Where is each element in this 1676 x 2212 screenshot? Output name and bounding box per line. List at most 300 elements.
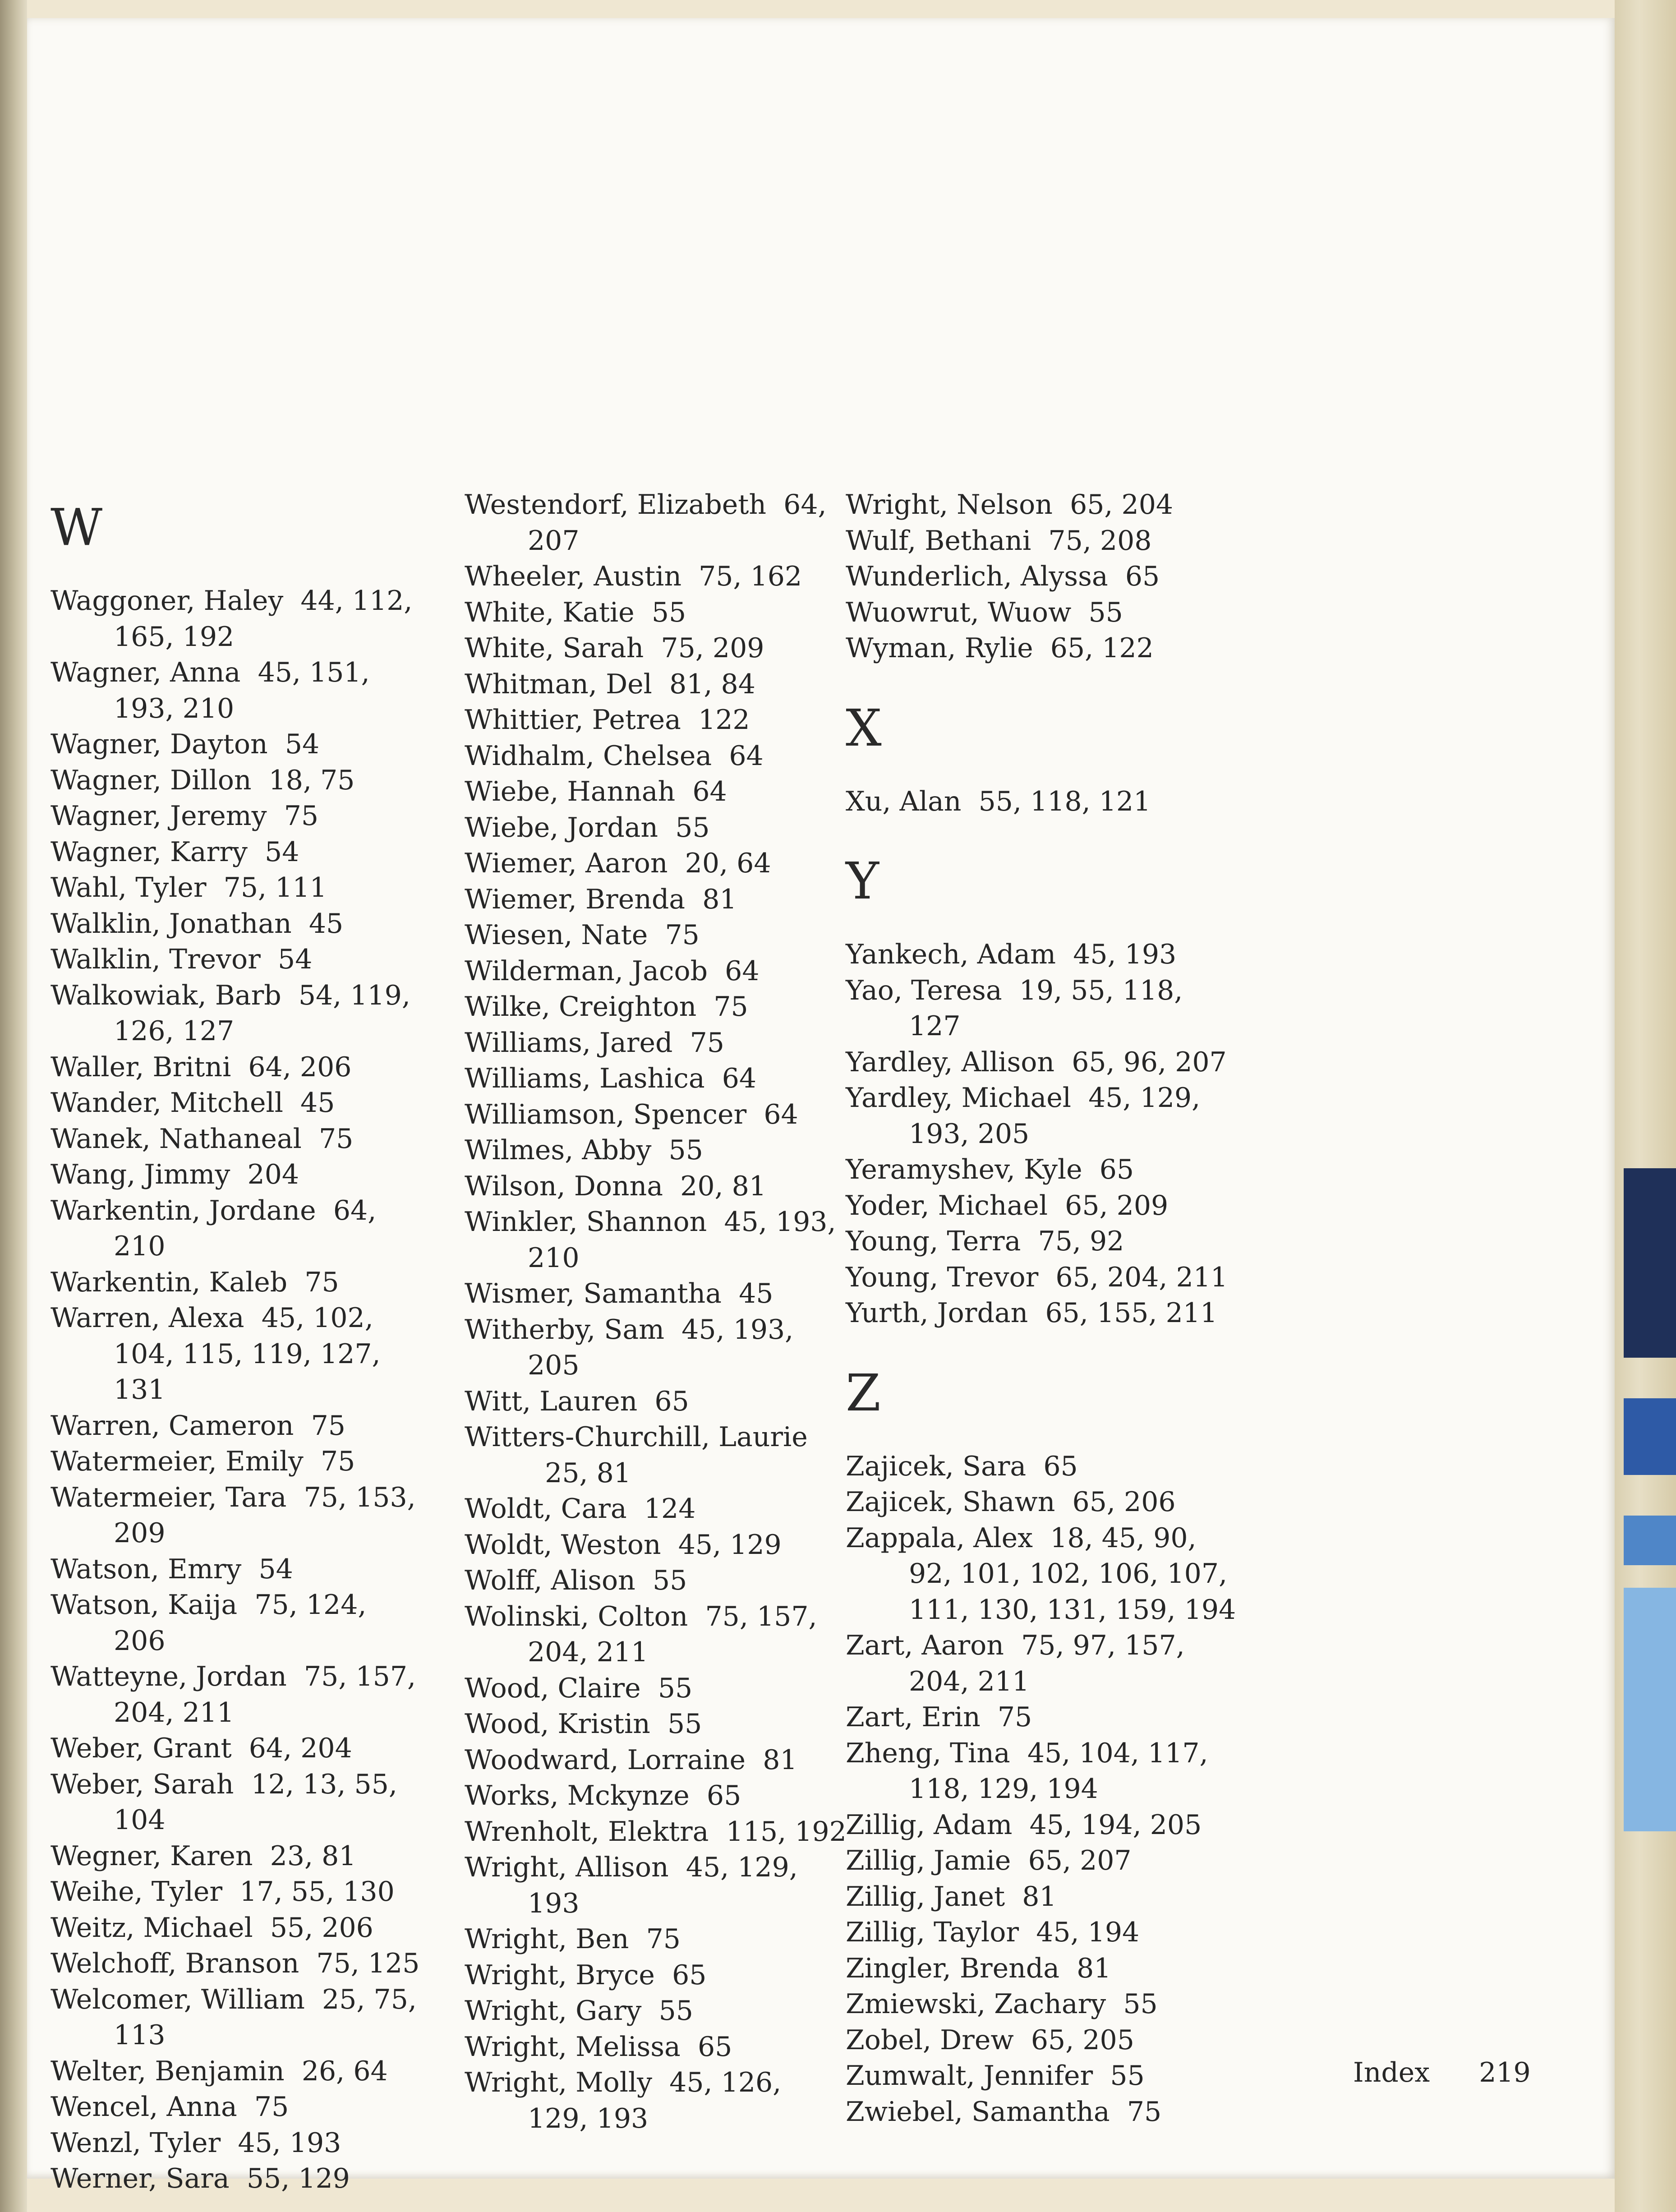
entry-pages: 54	[265, 836, 299, 868]
index-entry	[846, 1700, 1238, 1736]
entry-pages: 64, 204	[249, 1733, 352, 1764]
index-entry	[51, 798, 425, 834]
index-entry	[51, 727, 425, 763]
entry-name: Warren, Cameron	[51, 1410, 294, 1442]
index-entry	[465, 1025, 848, 1061]
entry-pages: 20, 81	[680, 1170, 766, 1202]
entry-name: Williams, Jared	[465, 1027, 673, 1059]
entry-name: Wolff, Alison	[465, 1565, 635, 1596]
entry-name: Welcomer, William	[51, 1983, 305, 2015]
index-entry	[846, 784, 1238, 820]
index-entry	[846, 1260, 1238, 1296]
section-letter-y: Y	[846, 852, 879, 911]
entry-name: Wang, Jimmy	[51, 1159, 230, 1190]
entry-pages: 45, 104, 117, 118, 129, 194	[909, 1737, 1208, 1805]
index-column-1	[51, 494, 425, 2197]
index-entry	[51, 2054, 425, 2090]
index-entry	[846, 2094, 1238, 2130]
entry-name: Wegner, Karen	[51, 1840, 253, 1872]
entry-name: Zart, Aaron	[846, 1630, 1004, 1661]
entry-pages: 45, 193	[1073, 939, 1177, 970]
entry-pages: 19, 55, 118, 127	[909, 974, 1183, 1042]
index-entry	[846, 1843, 1238, 1879]
index-entry	[51, 1193, 425, 1265]
index-entry	[465, 738, 848, 774]
index-entry	[846, 937, 1238, 973]
index-entry	[465, 954, 848, 990]
entry-name: Yankech, Adam	[846, 939, 1056, 970]
entry-pages: 45, 151, 193, 210	[114, 657, 370, 724]
section-letter-w: W	[51, 498, 103, 557]
index-entry	[846, 487, 1238, 523]
entry-name: Wright, Molly	[465, 2067, 652, 2098]
entry-name: Wuowrut, Wuow	[846, 596, 1072, 628]
index-entry	[51, 1552, 425, 1588]
entry-name: Young, Terra	[846, 1226, 1021, 1257]
entry-name: Wilke, Creighton	[465, 991, 697, 1023]
entry-pages: 45, 102, 104, 115, 119, 127, 131	[114, 1302, 381, 1406]
entry-name: Woodward, Lorraine	[465, 1744, 746, 1776]
entry-pages: 75	[311, 1410, 345, 1442]
entry-name: Wright, Bryce	[465, 1959, 655, 1991]
entry-name: Wiemer, Brenda	[465, 883, 686, 915]
index-entry	[51, 1265, 425, 1301]
entry-name: Wahl, Tyler	[51, 872, 207, 903]
entry-pages: 65, 206	[1072, 1486, 1176, 1518]
entry-name: White, Sarah	[465, 632, 644, 664]
index-entry	[51, 1946, 425, 1982]
entry-pages: 75, 208	[1048, 525, 1152, 557]
entry-pages: 124	[644, 1493, 696, 1525]
entry-name: Yao, Teresa	[846, 974, 1002, 1006]
index-column-2	[465, 487, 848, 2137]
index-entry	[465, 2065, 848, 2137]
index-entry	[846, 1080, 1238, 1152]
index-entry	[465, 1419, 848, 1491]
entry-pages: 12, 13, 55, 104	[114, 1768, 397, 1836]
index-entry	[465, 1958, 848, 1994]
entry-pages: 75, 92	[1038, 1226, 1124, 1257]
index-entry	[465, 702, 848, 738]
entry-pages: 55	[658, 1672, 693, 1704]
entry-pages: 64, 207	[528, 489, 827, 557]
index-entry	[465, 1671, 848, 1707]
entry-name: Whittier, Petrea	[465, 704, 681, 736]
index-entry	[846, 1152, 1238, 1188]
entry-pages: 75	[997, 1701, 1032, 1733]
index-entry	[846, 1045, 1238, 1081]
entry-name: Watteyne, Jordan	[51, 1661, 287, 1692]
entry-name: Zobel, Drew	[846, 2024, 1014, 2056]
entry-name: Witters-Churchill, Laurie	[465, 1421, 808, 1453]
cover-stripe-navy	[1624, 1168, 1676, 1358]
index-entry	[465, 810, 848, 846]
index-entry	[465, 989, 848, 1025]
entry-pages: 75, 157, 204, 211	[114, 1661, 416, 1728]
entry-name: Wright, Gary	[465, 1995, 642, 2027]
index-entry	[51, 1085, 425, 1121]
index-entry	[846, 1879, 1238, 1915]
entry-pages: 26, 64	[301, 2055, 388, 2087]
index-entry	[51, 1874, 425, 1910]
index-entry	[465, 1993, 848, 2029]
entry-name: Watermeier, Tara	[51, 1481, 287, 1513]
index-entry	[846, 595, 1238, 631]
entry-pages: 65	[706, 1780, 741, 1811]
index-entry	[51, 1731, 425, 1767]
index-entry	[51, 1121, 425, 1157]
entry-name: Weber, Grant	[51, 1733, 232, 1764]
index-column-3	[846, 487, 1238, 2130]
index-entry	[846, 631, 1238, 667]
entry-pages: 23, 81	[270, 1840, 356, 1872]
entry-name: Zingler, Brenda	[846, 1952, 1059, 1984]
index-entry	[465, 882, 848, 918]
entry-pages: 45, 193, 205	[528, 1313, 794, 1381]
index-entry	[465, 1599, 848, 1671]
entry-pages: 75, 157, 204, 211	[528, 1600, 817, 1668]
entry-pages: 75	[646, 1923, 681, 1955]
entry-pages: 25, 75, 113	[114, 1983, 417, 2051]
index-entry	[465, 1061, 848, 1097]
index-entry	[465, 487, 848, 559]
entry-pages: 55	[675, 811, 710, 843]
entry-pages: 54	[278, 944, 313, 975]
index-entry	[846, 1736, 1238, 1807]
entry-name: Wilmes, Abby	[465, 1134, 652, 1166]
entry-name: Wrenholt, Elektra	[465, 1816, 709, 1848]
entry-pages: 75, 124, 206	[114, 1589, 367, 1657]
entry-name: Zajicek, Shawn	[846, 1486, 1055, 1518]
entry-name: Wismer, Samantha	[465, 1278, 722, 1309]
page-footer	[1353, 2057, 1533, 2088]
index-entry	[846, 1484, 1238, 1521]
cover-stripe-mid-blue	[1624, 1516, 1676, 1565]
index-entry	[846, 523, 1238, 559]
entry-name: Watermeier, Emily	[51, 1446, 304, 1477]
entry-name: Waller, Britni	[51, 1051, 231, 1083]
entry-name: Welchoff, Branson	[51, 1948, 299, 1979]
entry-name: Wood, Claire	[465, 1672, 641, 1704]
entry-pages: 75, 209	[661, 632, 764, 664]
entry-name: Zart, Erin	[846, 1701, 981, 1733]
entry-name: Walkowiak, Barb	[51, 979, 281, 1011]
entry-pages: 65	[1125, 561, 1160, 592]
entry-name: Wiebe, Jordan	[465, 811, 658, 843]
entry-pages: 65	[672, 1959, 707, 1991]
entry-pages: 65, 209	[1065, 1189, 1169, 1221]
index-entry	[51, 1408, 425, 1444]
index-entry	[465, 1742, 848, 1779]
index-entry	[465, 1706, 848, 1742]
entry-name: Walklin, Jonathan	[51, 908, 292, 940]
entry-pages: 65	[654, 1385, 689, 1417]
entry-pages: 75, 97, 157, 204, 211	[909, 1630, 1185, 1697]
entry-pages: 75, 111	[223, 872, 327, 903]
book-cover-edge	[1615, 0, 1676, 2212]
entry-pages: 64	[692, 776, 727, 807]
entry-name: Zmiewski, Zachary	[846, 1988, 1106, 2020]
entry-name: Wencel, Anna	[51, 2091, 237, 2123]
index-entry	[465, 1850, 848, 1922]
index-entry	[51, 1659, 425, 1731]
index-entry	[846, 1521, 1238, 1628]
entry-name: Zappala, Alex	[846, 1522, 1033, 1554]
entry-pages: 55, 129	[246, 2163, 350, 2194]
entry-pages: 55, 118, 121	[978, 785, 1151, 817]
entry-name: Witt, Lauren	[465, 1385, 638, 1417]
entry-name: Wood, Kristin	[465, 1708, 650, 1740]
entry-pages: 75	[321, 1446, 355, 1477]
index-entry	[51, 942, 425, 978]
entry-name: Winkler, Shannon	[465, 1206, 707, 1238]
entry-name: Zheng, Tina	[846, 1737, 1010, 1769]
entry-name: Weihe, Tyler	[51, 1876, 223, 1908]
entry-name: Wiebe, Hannah	[465, 776, 676, 807]
index-entry	[846, 973, 1238, 1045]
entry-pages: 65, 204, 211	[1055, 1261, 1228, 1293]
entry-name: Yoder, Michael	[846, 1189, 1048, 1221]
index-entry	[465, 1491, 848, 1527]
entry-pages: 55	[1088, 596, 1123, 628]
index-entry	[465, 1169, 848, 1205]
entry-name: Warkentin, Kaleb	[51, 1266, 288, 1298]
entry-pages: 75	[1127, 2096, 1162, 2128]
footer-section-label: Index	[1353, 2057, 1430, 2088]
entry-name: Waggoner, Haley	[51, 585, 284, 617]
entry-name: Wanek, Nathaneal	[51, 1123, 302, 1155]
entry-pages: 45, 194	[1036, 1917, 1140, 1948]
entry-name: Yurth, Jordan	[846, 1297, 1028, 1329]
entry-name: Wulf, Bethani	[846, 525, 1031, 557]
entry-name: Weitz, Michael	[51, 1912, 253, 1944]
index-entry	[51, 763, 425, 799]
index-entry	[465, 917, 848, 954]
entry-name: Williamson, Spencer	[465, 1098, 747, 1130]
entry-pages: 75	[690, 1027, 724, 1059]
entry-name: Wagner, Dillon	[51, 764, 252, 796]
entry-pages: 45, 194, 205	[1029, 1809, 1202, 1841]
entry-name: Zillig, Taylor	[846, 1917, 1019, 1948]
entry-pages: 45, 129, 193, 205	[909, 1082, 1201, 1150]
entry-pages: 65	[697, 2031, 732, 2063]
entry-pages: 54	[285, 728, 320, 760]
index-entry	[465, 1778, 848, 1814]
index-entry	[51, 1982, 425, 2054]
index-entry	[51, 1300, 425, 1408]
entry-pages: 75	[304, 1266, 339, 1298]
index-entry	[846, 1188, 1238, 1224]
entry-name: Wunderlich, Alyssa	[846, 561, 1108, 592]
entry-pages: 75	[284, 800, 319, 832]
entry-pages: 81, 84	[669, 668, 755, 700]
index-entry	[465, 1384, 848, 1420]
entry-name: Wolinski, Colton	[465, 1600, 688, 1632]
entry-name: Whitman, Del	[465, 668, 652, 700]
entry-name: Yeramyshev, Kyle	[846, 1154, 1082, 1185]
index-entry	[465, 667, 848, 703]
index-entry	[51, 1767, 425, 1839]
index-entry	[846, 1449, 1238, 1485]
cover-stripe-light-blue	[1624, 1588, 1676, 1831]
index-entry	[465, 1204, 848, 1276]
index-entry	[51, 834, 425, 871]
entry-pages: 55	[651, 596, 686, 628]
entry-name: Wheeler, Austin	[465, 561, 681, 592]
entry-pages: 75, 125	[316, 1948, 420, 1979]
entry-pages: 65, 204	[1070, 489, 1174, 521]
entry-name: Wiesen, Nate	[465, 919, 648, 951]
entry-name: Wright, Ben	[465, 1923, 629, 1955]
entry-pages: 65	[1043, 1450, 1078, 1482]
index-entry	[846, 1628, 1238, 1700]
entry-name: Woldt, Cara	[465, 1493, 627, 1525]
entry-pages: 55, 206	[270, 1912, 373, 1944]
entry-pages: 65, 96, 207	[1072, 1046, 1227, 1078]
entry-name: Wagner, Dayton	[51, 728, 268, 760]
index-entry	[846, 2058, 1238, 2094]
entry-name: Watson, Kaija	[51, 1589, 238, 1621]
entry-name: Wright, Nelson	[846, 489, 1053, 521]
section-letter-x: X	[846, 699, 882, 758]
entry-name: Yardley, Allison	[846, 1046, 1055, 1078]
entry-name: Warkentin, Jordane	[51, 1194, 316, 1226]
entry-name: Werner, Sara	[51, 2163, 230, 2194]
index-entry	[465, 595, 848, 631]
entry-pages: 45, 129, 193	[528, 1852, 798, 1919]
entry-pages: 81	[1077, 1952, 1111, 1984]
index-entry	[465, 559, 848, 595]
index-entry	[846, 1295, 1238, 1332]
entry-pages: 65, 205	[1031, 2024, 1134, 2056]
entry-pages: 75	[254, 2091, 289, 2123]
entry-pages: 64	[725, 955, 760, 987]
entry-pages: 64	[729, 740, 764, 772]
entry-pages: 55	[658, 1995, 693, 2027]
index-entry	[51, 1444, 425, 1480]
entry-pages: 25, 81	[545, 1457, 631, 1489]
index-entry	[51, 2161, 425, 2197]
entry-name: Weber, Sarah	[51, 1768, 234, 1800]
index-entry	[846, 1915, 1238, 1951]
entry-name: Wright, Allison	[465, 1852, 669, 1883]
index-entry	[51, 978, 425, 1050]
entry-pages: 45	[739, 1278, 774, 1309]
index-entry	[846, 2023, 1238, 2059]
index-entry	[51, 1910, 425, 1946]
entry-pages: 122	[698, 704, 750, 736]
entry-name: Westendorf, Elizabeth	[465, 489, 766, 521]
index-entry	[465, 1133, 848, 1169]
entry-pages: 45, 193, 210	[528, 1206, 836, 1274]
entry-name: Warren, Alexa	[51, 1302, 244, 1334]
entry-pages: 204	[247, 1159, 299, 1190]
entry-pages: 75, 153, 209	[114, 1481, 416, 1549]
entry-pages: 81	[763, 1744, 797, 1776]
entry-pages: 65, 155, 211	[1045, 1297, 1218, 1329]
entry-pages: 75	[665, 919, 700, 951]
index-entry	[465, 1563, 848, 1599]
entry-name: Watson, Emry	[51, 1553, 242, 1585]
index-entry	[465, 1312, 848, 1384]
entry-name: Wander, Mitchell	[51, 1087, 283, 1119]
entry-name: Young, Trevor	[846, 1261, 1039, 1293]
entry-pages: 20, 64	[685, 848, 771, 879]
index-entry	[51, 2089, 425, 2125]
entry-pages: 45, 129	[678, 1529, 782, 1561]
entry-pages: 115, 192	[726, 1816, 847, 1848]
index-entry	[465, 1097, 848, 1133]
entry-name: Zwiebel, Samantha	[846, 2096, 1110, 2128]
entry-pages: 64	[722, 1063, 757, 1094]
entry-pages: 18, 75	[268, 764, 355, 796]
entry-name: Wagner, Jeremy	[51, 800, 267, 832]
entry-pages: 18, 45, 90, 92, 101, 102, 106, 107, 111, 130, 131, 159, 194	[909, 1522, 1236, 1626]
entry-name: Zillig, Jamie	[846, 1845, 1011, 1876]
entry-name: Wyman, Rylie	[846, 632, 1033, 664]
entry-name: Widhalm, Chelsea	[465, 740, 712, 772]
entry-name: Works, Mckynze	[465, 1780, 690, 1811]
entry-name: Xu, Alan	[846, 785, 962, 817]
index-entry	[51, 1587, 425, 1659]
index-entry	[465, 631, 848, 667]
entry-pages: 17, 55, 130	[239, 1876, 395, 1908]
entry-pages: 55	[1110, 2060, 1145, 2092]
entry-name: Yardley, Michael	[846, 1082, 1071, 1114]
entry-pages: 45, 126, 129, 193	[528, 2067, 782, 2134]
index-entry	[465, 1276, 848, 1312]
entry-name: Zillig, Janet	[846, 1880, 1005, 1912]
index-entry	[465, 774, 848, 810]
index-entry	[51, 870, 425, 906]
entry-name: Wagner, Anna	[51, 657, 241, 688]
entry-pages: 54, 119, 126, 127	[114, 979, 410, 1047]
entry-name: Wilderman, Jacob	[465, 955, 708, 987]
index-entry	[51, 906, 425, 942]
index-entry	[465, 1527, 848, 1563]
entry-name: Wright, Melissa	[465, 2031, 681, 2063]
entry-pages: 45	[308, 908, 344, 940]
index-entry	[465, 846, 848, 882]
index-entry	[51, 655, 425, 727]
book-binding-left	[0, 0, 27, 2212]
entry-pages: 81	[1022, 1880, 1057, 1912]
index-entry	[846, 1807, 1238, 1843]
entry-pages: 55	[668, 1134, 703, 1166]
entry-name: Williams, Lashica	[465, 1063, 705, 1094]
index-entry	[846, 559, 1238, 595]
index-entry	[51, 1050, 425, 1086]
entry-name: Zajicek, Sara	[846, 1450, 1027, 1482]
entry-pages: 55	[1123, 1988, 1158, 2020]
entry-pages: 75	[318, 1123, 354, 1155]
entry-name: Zillig, Adam	[846, 1809, 1013, 1841]
index-entry	[465, 2029, 848, 2065]
index-entry	[51, 2125, 425, 2161]
entry-name: White, Katie	[465, 596, 635, 628]
index-entry	[846, 1951, 1238, 1987]
entry-name: Wenzl, Tyler	[51, 2127, 221, 2159]
cover-stripe-blue	[1624, 1398, 1676, 1475]
entry-pages: 45, 193	[238, 2127, 341, 2159]
index-entry	[51, 1157, 425, 1193]
entry-pages: 65, 207	[1028, 1845, 1132, 1876]
index-entry	[846, 1224, 1238, 1260]
index-entry	[51, 1480, 425, 1552]
entry-name: Zumwalt, Jennifer	[846, 2060, 1093, 2092]
entry-name: Walklin, Trevor	[51, 944, 261, 975]
entry-pages: 75, 162	[699, 561, 802, 592]
